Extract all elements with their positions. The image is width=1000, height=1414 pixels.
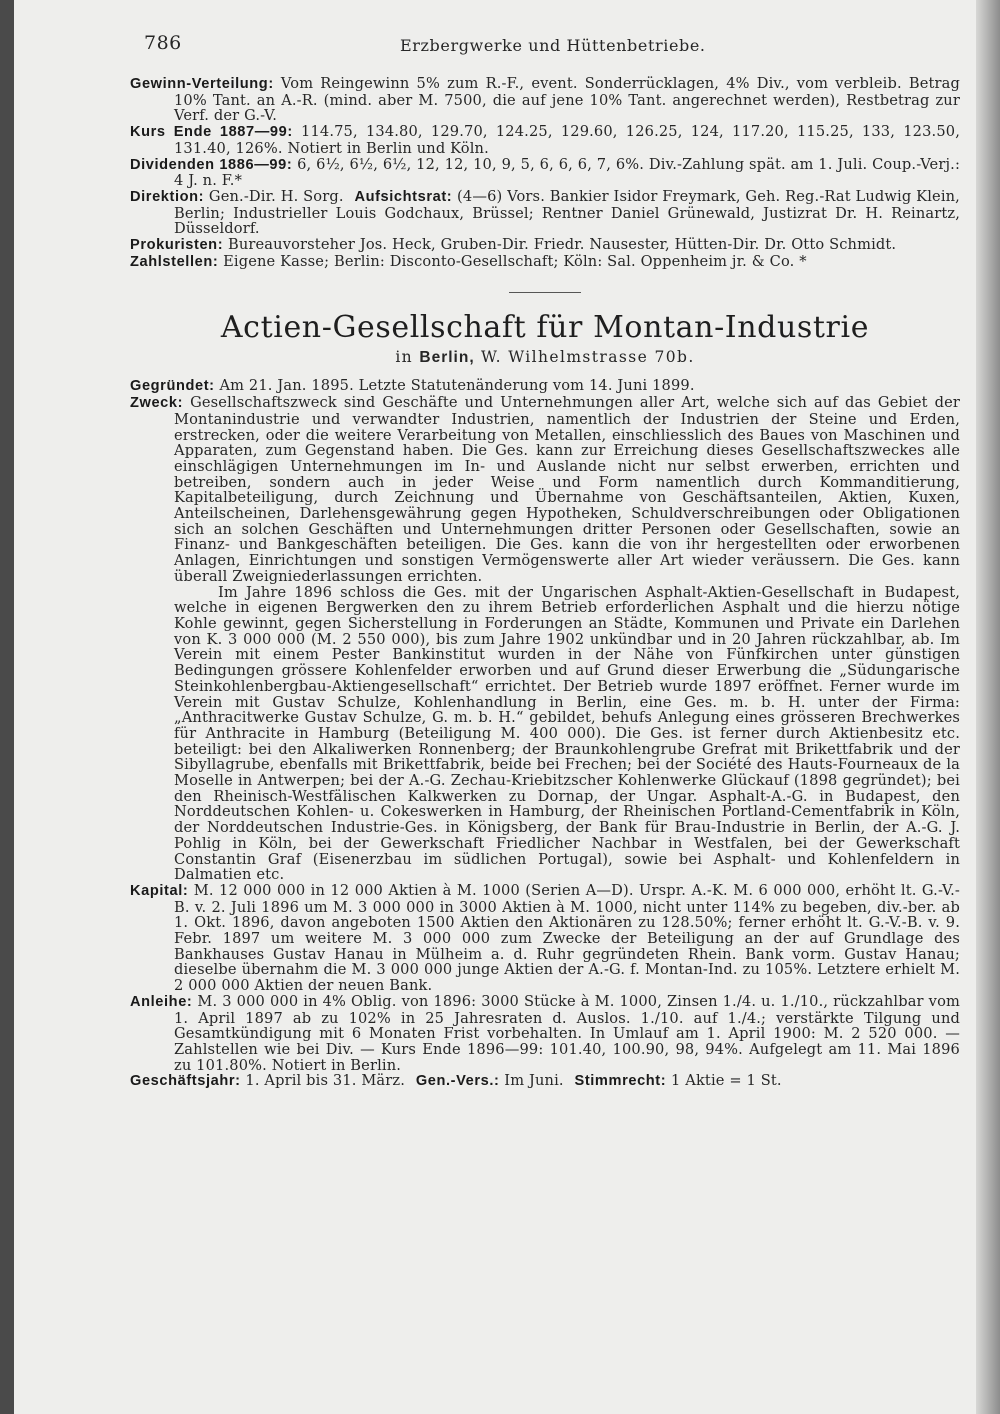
text-gegruendet: Am 21. Jan. 1895. Letzte Statutenänderung vom 14. Juni 1899.	[219, 377, 695, 395]
entry-prokuristen	[130, 237, 960, 254]
label-gegruendet: Gegründet:	[130, 378, 215, 395]
label-gewinn: Gewinn-Verteilung:	[130, 76, 274, 92]
text-geschaeftsjahr: 1. April bis 31. März.	[245, 1072, 406, 1090]
page-header	[138, 32, 976, 60]
label-zahlstellen: Zahlstellen:	[130, 253, 219, 270]
label-geschaeftsjahr: Geschäftsjahr:	[130, 1073, 241, 1090]
text-kurs: 114.75, 134.80, 129.70, 124.25, 129.60, 126.25, 124, 117.20, 115.25, 133, 123.50, 131.40, 126%. Notiert in Berlin und Köln.	[174, 123, 960, 157]
entry-geschaeftsjahr	[130, 1073, 960, 1090]
text-anleihe: M. 3 000 000 in 4% Oblig. von 1896: 3000 Stücke à M. 1000, Zinsen 1./4. u. 1./10., rückzahlbar vom 1. April 1897 ab zu 102% in 25 Jahresraten d. Auslos. 1./10. auf 1./4.; verstärkte Tilgung und Gesamtkündigung mit 6 Monaten Frist vorbehalten. In Umlauf am 1. April 1900: M. 2 520 000. — Zahlstellen wie bei Div. — Kurs Ende 1896—99: 101.40, 100.90, 98, 94%. Aufgelegt am 11. Mai 1896 zu 101.80%. Notiert in Berlin.	[174, 992, 960, 1074]
entry-zahlstellen	[130, 254, 960, 271]
text-kapital: M. 12 000 000 in 12 000 Aktien à M. 1000 (Serien A—D). Urspr. A.-K. M. 6 000 000, erhöht lt. G.-V.-B. v. 2. Juli 1896 um M. 3 000 000 in 3000 Aktien à M. 1000, nicht unter 114% zu begeben, div.-ber. ab 1. Okt. 1896, davon angeboten 1500 Aktien den Aktionären zu 128.50%; ferner erhöht lt. G.-V.-B. v. 9. Febr. 1897 um weitere M. 3 000 000 zum Zwecke der Beteiligung an der auf Grundlage des Bankhauses Gustav Hanau in Mülheim a. d. Ruhr gegründeten Rhein. Bank vorm. Gustav Hanau; dieselbe übernahm die M. 3 000 000 junge Aktien der A.-G. f. Montan-Ind. zu 105%. Letztere erhielt M. 2 000 000 Aktien der neuen Bank.	[174, 881, 960, 995]
label-anleihe: Anleihe:	[130, 993, 193, 1010]
location-prefix: in	[395, 348, 414, 367]
entry-gewinn-verteilung	[130, 76, 960, 124]
text-zweck: Gesellschaftszweck sind Geschäfte und Unternehmungen aller Art, welche sich auf das Gebiet der Montanindustrie und verwandter Industrien, namentlich der Industrien der Steine und Erden, erstrecken, oder die weitere Verarbeitung von Metallen, einschliesslich des Baues von Maschinen und Apparaten, zum Gegenstand haben. Die Ges. kann zur Erreichung dieses Gesellschaftszweckes alle einschlägigen Unternehmungen im In- und Auslande nicht nur selbst erwerben, errichten und betreiben, sondern auch in jeder Weise und Form namentlich durch Kommanditierung, Kapitalbeteiligung, durch Zeichnung und Übernahme von Geschäftsanteilen, Aktien, Kuxen, Anteilscheinen, Darlehensgewährung gegen Hypotheken, Schuldverschreibungen oder Obligationen sich an solchen Geschäften und Unternehmungen dritter Personen oder Gesellschaften, sowie an Finanz- und Bankgeschäften beteiligen. Die Ges. kann die von ihr hergestellten oder erworbenen Anlagen, Einrichtungen und sonstigen Vermögenswerte aller Art wieder veräussern. Die Ges. kann überall Zweigniederlassungen errichten.	[174, 394, 960, 585]
entry-direktion	[130, 189, 960, 237]
company-title: Actien-Gesellschaft für Montan-Industrie	[220, 310, 870, 346]
label-aufsichtsrat: Aufsichtsrat:	[354, 188, 453, 205]
text-prokuristen: Bureauvorsteher Jos. Heck, Gruben-Dir. Friedr. Nausester, Hütten-Dir. Dr. Otto Schmidt.	[227, 236, 897, 254]
label-gen-vers: Gen.-Vers.:	[415, 1073, 500, 1090]
paragraph-zweck-1896: Im Jahre 1896 schloss die Ges. mit der Ungarischen Asphalt-Aktien-Gesellschaft in Budapest, welche in eigenen Bergwerken den zu ihrem Betrieb erforderlichen Asphalt und die hierzu nötige Kohle gewinnt, gegen Sicherstellung in Forderungen an Städte, Kommunen und Private ein Darlehen von K. 3 000 000 (M. 2 550 000), bis zum Jahre 1902 unkündbar und in 20 Jahren rückzahlbar, ab. Im Verein mit einem Pester Bankinstitut wurden in der Nähe von Fünfkirchen unter günstigen Bedingungen grössere Kohlenfelder erworben und auf Grund dieser Erwerbung die „Südungarische Steinkohlenbergbau-Aktiengesellschaft“ errichtet. Der Betrieb wurde 1897 eröffnet. Ferner wurde im Verein mit Gustav Schulze, Kohlenhandlung in Berlin, eine Ges. m. b. H. unter der Firma: „Anthracitwerke Gustav Schulze, G. m. b. H.“ gebildet, behufs Anlegung eines grösseren Brechwerkes für Anthracite in Hamburg (Beteiligung M. 400 000). Die Ges. ist ferner durch Aktienbesitz etc. beteiligt: bei den Alkaliwerken Ronnenberg; der Braunkohlengrube Grefrat mit Brikettfabrik und der Sibyllagrube, ebenfalls mit Brikettfabrik, beide bei Frechen; bei der Société des Hauts-Fourneaux de la Moselle in Antwerpen; bei der A.-G. Zechau-Kriebitzscher Kohlenwerke Glückauf (1898 gegründet); bei den Rheinisch-Westfälischen Kalkwerken zu Dornap, der Ungar. Asphalt-A.-G. in Budapest, den Norddeutschen Kohlen- u. Cokeswerken in Hamburg, der Rheinischen Portland-Cementfabrik in Köln, der Norddeutschen Industrie-Ges. in Königsberg, der Bank für Brau-Industrie in Berlin, der A.-G. J. Pohlig in Köln, bei der Gewerkschaft Friedlicher Nachbar in Westfalen, bei der Gewerkschaft Constantin Graf (Eisenerzbau im südlichen Portugal), sowie bei Asphalt- und Kohlenfeldern in Dalmatien etc.	[174, 583, 960, 884]
text-gewinn: Vom Reingewinn 5% zum R.-F., event. Sonderrücklagen, 4% Div., vom verbleib. Betrag 10% Tant. an A.-R. (mind. aber M. 7500, die auf jene 10% Tant. angerechnet werden), Restbetrag zur Verf. der G.-V.	[174, 75, 960, 125]
entry-dividenden	[130, 157, 960, 189]
page-content	[130, 76, 960, 1090]
page-number: 786	[144, 32, 182, 54]
company-city: Berlin,	[419, 349, 475, 367]
text-gen-vers: Im Juni.	[504, 1072, 564, 1090]
entry-kurs	[130, 124, 960, 156]
company-address: W. Wilhelmstrasse 70b.	[480, 348, 695, 367]
entry-anleihe	[130, 994, 960, 1074]
text-dividenden: 6, 6½, 6½, 6½, 12, 12, 10, 9, 5, 6, 6, 6, 7, 6%. Div.-Zahlung spät. am 1. Juli. Coup.-Verj.: 4 J. n. F.*	[174, 155, 961, 190]
scan-right-edge	[976, 0, 1000, 1414]
company-location	[130, 347, 960, 368]
label-dividenden: Dividenden 1886—99:	[130, 156, 293, 173]
entry-kapital	[130, 883, 960, 994]
scan-left-edge	[0, 0, 14, 1414]
label-direktion: Direktion:	[130, 188, 205, 205]
text-zahlstellen: Eigene Kasse; Berlin: Disconto-Gesellschaft; Köln: Sal. Oppenheim jr. & Co. *	[223, 252, 807, 270]
running-title: Erzbergwerke und Hüttenbetriebe.	[400, 36, 706, 55]
text-stimmrecht: 1 Aktie = 1 St.	[671, 1072, 782, 1090]
label-zweck: Zweck:	[130, 395, 184, 412]
entry-gegruendet	[130, 378, 960, 395]
label-prokuristen: Prokuristen:	[130, 237, 224, 254]
text-aufsichtsrat: (4—6) Vors. Bankier Isidor Freymark, Geh. Reg.-Rat Ludwig Klein, Berlin; Industrieller Louis Godchaux, Brüssel; Rentner Daniel Grünewald, Justizrat Dr. H. Reinartz, Düsseldorf.	[174, 187, 960, 238]
label-stimmrecht: Stimmrecht:	[574, 1073, 667, 1090]
text-direktion: Gen.-Dir. H. Sorg.	[208, 187, 344, 205]
label-kurs: Kurs Ende 1887—99:	[130, 124, 293, 141]
entry-zweck	[130, 395, 960, 584]
label-kapital: Kapital:	[130, 882, 189, 899]
section-divider	[509, 292, 581, 293]
